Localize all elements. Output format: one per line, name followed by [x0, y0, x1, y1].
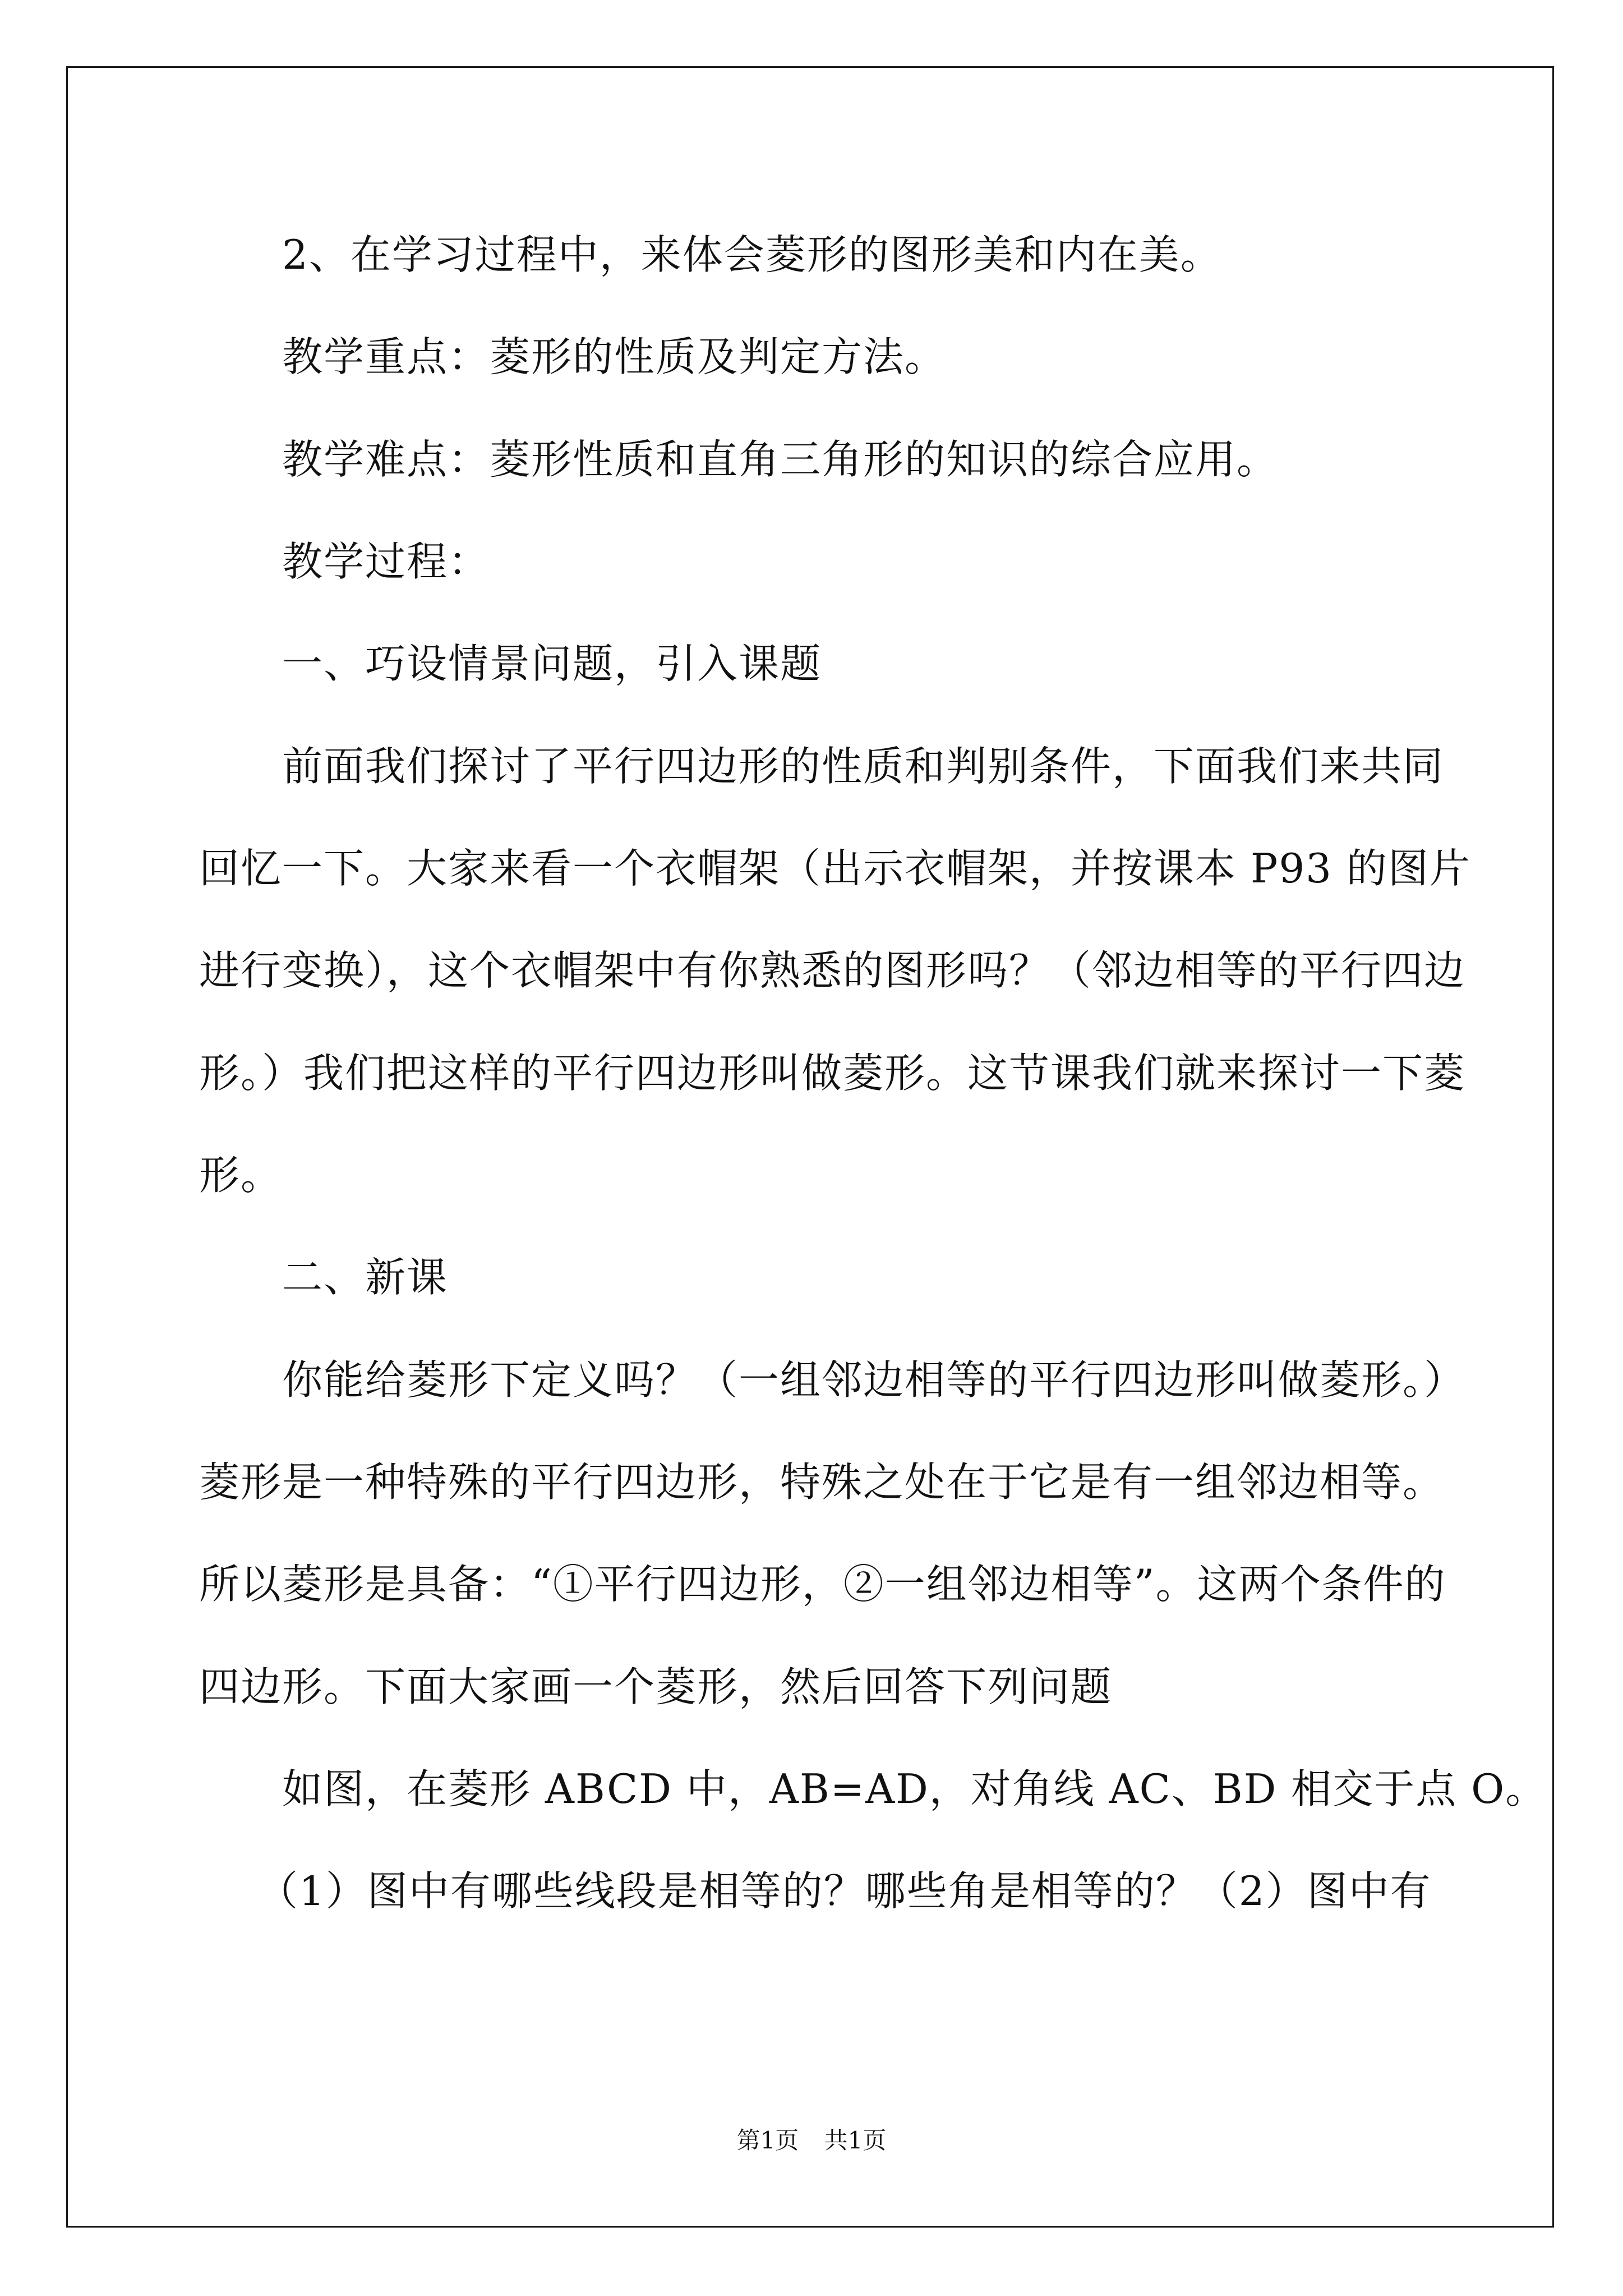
page-footer [0, 2129, 1623, 2152]
paragraph-line: 形。 [199, 1152, 283, 1199]
paragraph-line: 如图，在菱形 ABCD 中，AB=AD，对角线 AC、BD 相交于点 O。 [282, 1765, 1547, 1812]
teaching-process-heading: 教学过程： [282, 538, 490, 585]
paragraph-line: 四边形。下面大家画一个菱形，然后回答下列问题 [199, 1663, 1113, 1710]
teaching-difficulty-line: 教学难点：菱形性质和直角三角形的知识的综合应用。 [282, 436, 1279, 483]
paragraph-line: 你能给菱形下定义吗？（一组邻边相等的平行四边形叫做菱形。） [282, 1356, 1466, 1404]
objective-line: 2、在学习过程中，来体会菱形的图形美和内在美。 [282, 231, 1222, 278]
paragraph-line: 所以菱形是具备：“①平行四边形，②一组邻边相等”。这两个条件的 [199, 1561, 1446, 1608]
page-number: 第1页 [736, 2127, 799, 2154]
paragraph-line: 回忆一下。大家来看一个衣帽架（出示衣帽架，并按课本 P93 的图片 [199, 845, 1471, 892]
teaching-focus-line: 教学重点：菱形的性质及判定方法。 [282, 333, 947, 380]
section-two-heading: 二、新课 [282, 1254, 449, 1301]
paragraph-line: 菱形是一种特殊的平行四边形，特殊之处在于它是有一组邻边相等。 [199, 1458, 1445, 1506]
paragraph-line: 前面我们探讨了平行四边形的性质和判别条件，下面我们来共同 [282, 743, 1445, 790]
question-line: （1）图中有哪些线段是相等的？哪些角是相等的？（2）图中有 [257, 1867, 1432, 1915]
paragraph-line: 进行变换），这个衣帽架中有你熟悉的图形吗？（邻边相等的平行四边 [199, 947, 1466, 994]
section-one-heading: 一、巧设情景问题，引入课题 [282, 640, 822, 687]
page-total: 共1页 [824, 2127, 887, 2154]
paragraph-line: 形。）我们把这样的平行四边形叫做菱形。这节课我们就来探讨一下菱 [199, 1050, 1466, 1097]
